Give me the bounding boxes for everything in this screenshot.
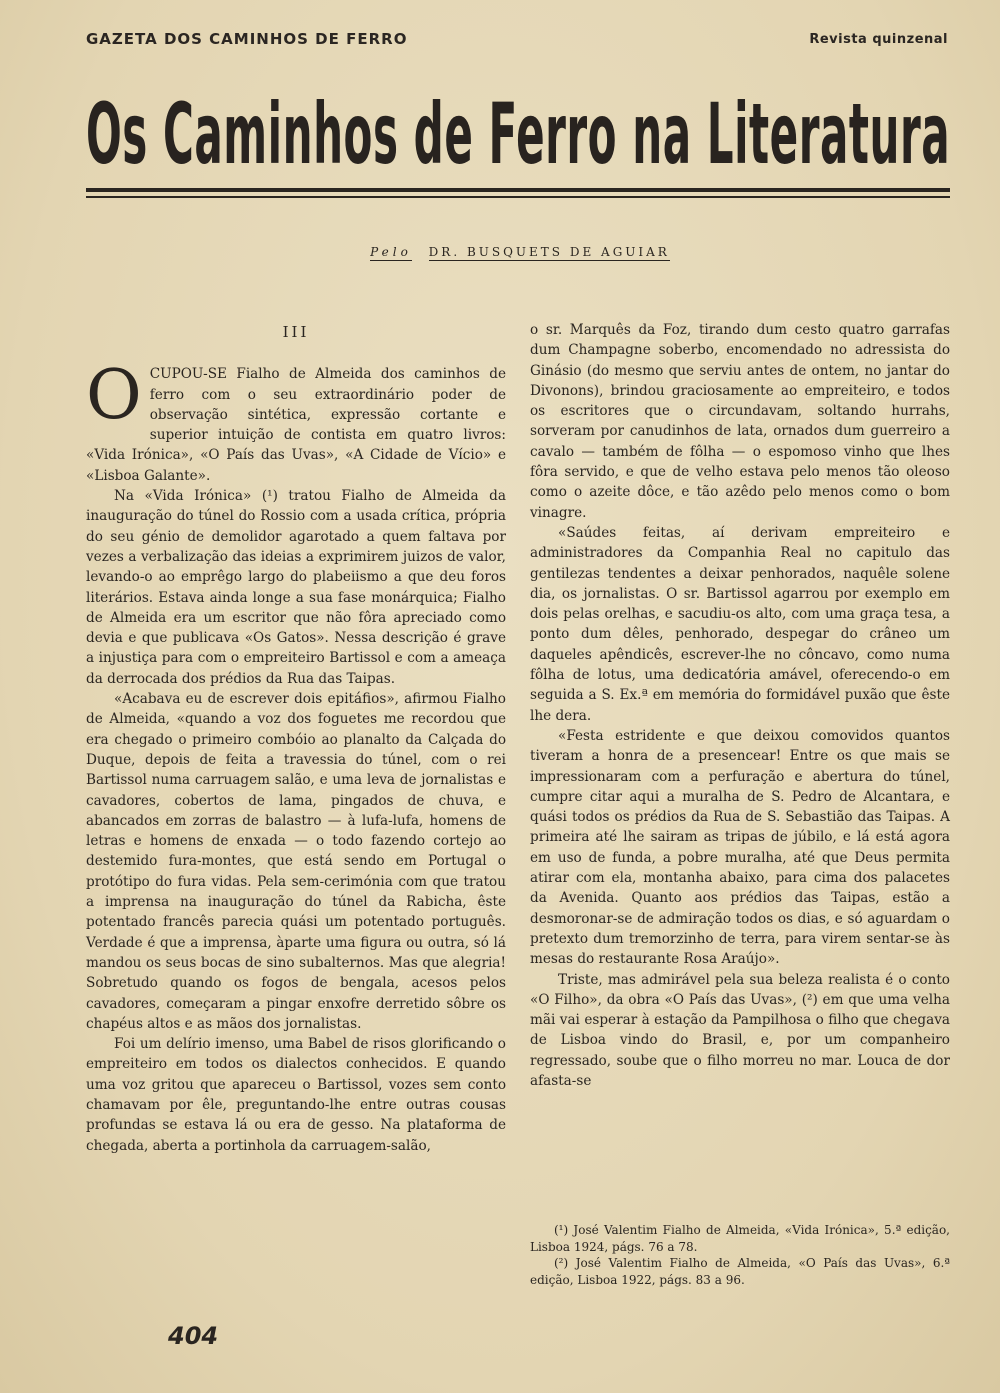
right-column — [530, 320, 950, 1091]
paragraph: Triste, mas admirável pela sua beleza realista é o conto «O Filho», da obra «O País das Uvas», (²) em que uma velha mãi vai esperar à estação da Pampilhosa o filho que chegava de Lisboa vindo do Brasil, e, por um companheiro regressado, soube que o filho morreu no mar. Louca de dor afasta-se — [530, 971, 950, 1089]
footnote: (¹) José Valentim Fialho de Almeida, «Vida Irónica», 5.ª edição, Lisboa 1924, págs. 76 a 78. — [530, 1223, 950, 1254]
page-number: 404 — [168, 1322, 219, 1350]
running-head-left: GAZETA DOS CAMINHOS DE FERRO — [86, 30, 408, 48]
section-number: III — [282, 323, 310, 341]
title-rule-thick — [86, 188, 950, 192]
drop-cap: O — [86, 356, 142, 436]
page-title: Os Caminhos de Ferro na Literatura — [86, 86, 950, 182]
first-paragraph-text: CUPOU-SE Fialho de Almeida dos caminhos de ferro com o seu extraordinário poder de observação sintética, expressão cortante e superior intuição de contista em quatro livros: «Vida Irónica», «O País das Uvas», «A Cidade de Vício» e «Lisboa Galante». — [86, 366, 506, 484]
paragraph: «Saúdes feitas, aí derivam empreiteiro e administradores da Companhia Real no capitulo das gentilezas tendentes a deixar penhorados, naquêle solene dia, os jornalistas. O sr. Bartissol agarrou por exemplo em dois pelas orelhas, e sacudiu-os alto, com uma graça tesa, a ponto dum dêles, penhorado, despegar do crâneo um daqueles apêndicês, escrever-lhe no côncavo, como numa fôlha de lotus, uma dedicatória amável, oferecendo-o em seguida a S. Ex.ª em memória do formidável puxão que êste lhe dera. — [530, 524, 950, 724]
footnotes — [530, 1222, 950, 1288]
byline — [330, 245, 710, 259]
byline-author: DR. BUSQUETS DE AGUIAR — [428, 245, 670, 259]
running-head-right: Revista quinzenal — [809, 32, 948, 47]
paragraph: «Acabava eu de escrever dois epitáfios», afirmou Fialho de Almeida, «quando a voz dos foguetes me recordou que era chegado o primeiro combóio ao planalto da Calçada do Duque, depois de feita a travessia do túnel, com o rei Bartissol numa carruagem salão, e uma leva de jornalistas e cavadores, cobertos de lama, pingados de chuva, e abancados em zorras de balastro — à lufa-lufa, homens de letras e homens de enxada — o todo fazendo cortejo ao destemido fura-montes, que está sendo em Portugal o protótipo do fura vidas. Pela sem-cerimónia com que tratou a imprensa na inauguração do túnel da Rabicha, êste potentado francês parecia quási um potentado português. Verdade é que a imprensa, àparte uma figura ou outra, só lá mandou os seus bocas de sino subalternos. Mas que alegria! Sobretudo quando os fogos de bengala, acesos pelos cavadores, começaram a pingar enxofre derretido sôbre os chapéus altos e as mãos dos jornalistas. — [86, 691, 506, 1032]
byline-prefix: Pelo — [370, 245, 412, 259]
title-rule-thin — [86, 196, 950, 198]
first-paragraph — [86, 356, 506, 486]
paragraph: Foi um delírio imenso, uma Babel de risos glorificando o empreiteiro em todos os dialectos conhecidos. E quando uma voz gritou que apareceu o Bartissol, vozes sem conto chamavam por êle, preguntando-lhe entre outras cousas profundas se estava lá ou era de gesso. Na plataforma de chegada, aberta a portinhola da carruagem-salão, — [86, 1036, 506, 1154]
footnote: (²) José Valentim Fialho de Almeida, «O País das Uvas», 6.ª edição, Lisboa 1922, págs. 83 a 96. — [530, 1256, 950, 1287]
paragraph-continuation: o sr. Marquês da Foz, tirando dum cesto quatro garrafas dum Champagne soberbo, encomendado no adressista do Ginásio (do mesmo que serviu antes de ontem, no jantar do Divonons), brindou graciosamente ao empreiteiro, e todos os escritores que o circundavam, soltando hurrahs, sorveram por canudinhos de lata, ornados dum guerreiro a cavalo — também de fôlha — o espomoso vinho que lhes fôra servido, e que de velho estava pelo menos tão oleoso como o azeite dôce, e tão azêdo pelo menos como o bom vinagre. — [530, 322, 950, 521]
left-column — [86, 320, 506, 1156]
title-block — [86, 86, 950, 182]
paragraph: «Festa estridente e que deixou comovidos quantos tiveram a honra de a presencear! Entre os que mais se impressionaram com a perfuração e abertura do túnel, cumpre citar aqui a muralha de S. Pedro de Alcantara, e quási todos os prédios da Rua de S. Sebastião das Taipas. A primeira até lhe sairam as tripas de júbilo, e lá está agora em uso de funda, a pobre muralha, até que Deus permita atirar com ela, montanha abaixo, para cima dos palacetes da Avenida. Quanto aos prédios das Taipas, estão a desmoronar-se de admiração todos os dias, e só aguardam o pretexto dum tremorzinho de terra, para virem sentar-se às mesas do restaurante Rosa Araújo». — [530, 727, 950, 968]
paragraph: Na «Vida Irónica» (¹) tratou Fialho de Almeida da inauguração do túnel do Rossio com a usada crítica, própria do seu génio de demolidor agarotado a quem faltava por vezes a verbalização das ideias a exprimirem juizos de valor, levando-o ao emprêgo largo do plabeiismo a que deu foros literários. Estava ainda longe a sua fase monárquica; Fialho de Almeida era um escritor que não fôra apreciado como devia e que publicava «Os Gatos». Nessa descrição é grave a injustiça para com o empreiteiro Bartissol e com a ameaça da derrocada dos prédios da Rua das Taipas. — [86, 488, 506, 687]
